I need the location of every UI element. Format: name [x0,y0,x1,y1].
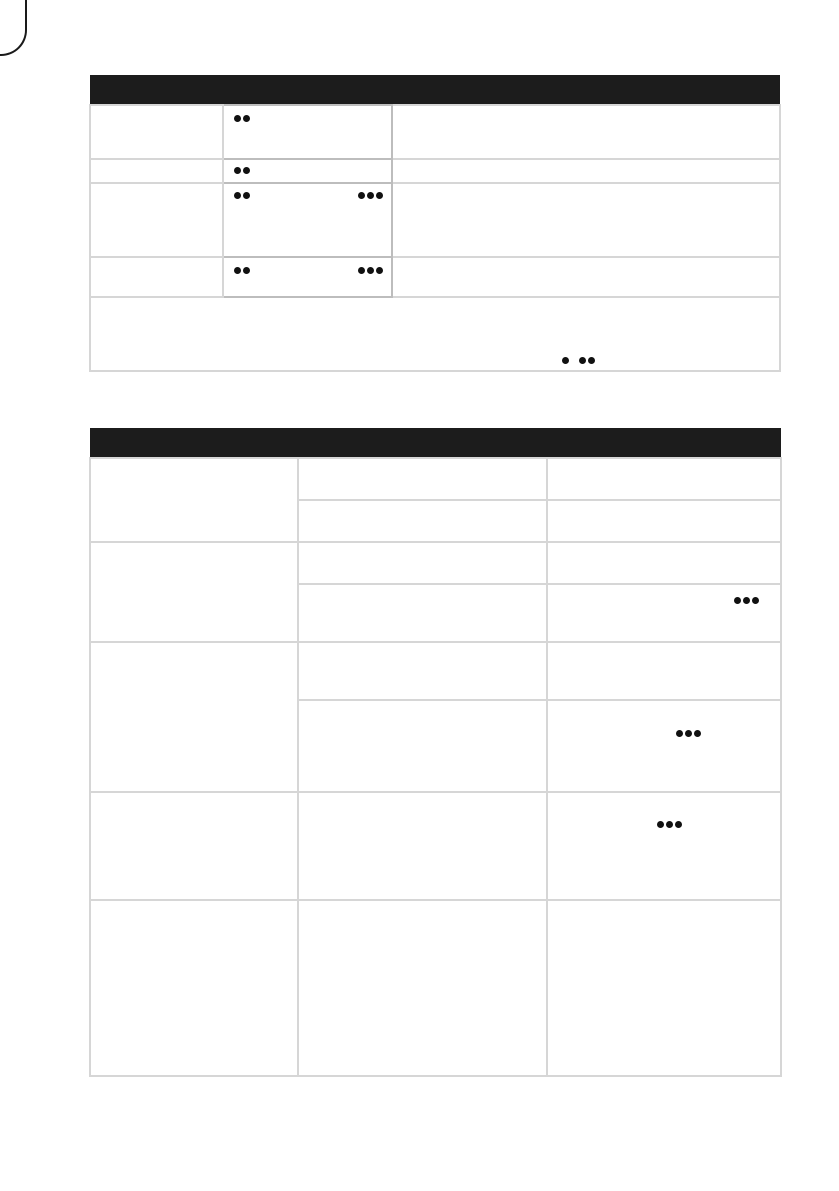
table-header-row [90,428,781,458]
group-label-cell [90,458,298,542]
rating-cell [547,700,781,792]
group-label-cell [90,900,298,1076]
table-cell [298,500,547,542]
rating-cell [223,105,392,159]
spec-table-1 [89,75,781,372]
table-row [90,257,780,297]
header-cell [90,75,223,105]
table-row [90,900,781,1076]
rating-dots-2 [234,115,250,122]
table-row [90,542,781,584]
table-row [90,105,780,159]
group-label-cell [90,792,298,900]
table-cell [298,642,547,700]
table-note-row [90,297,780,371]
table-cell [298,458,547,500]
table-cell [298,700,547,792]
rating-cell [223,159,392,183]
table-cell [298,542,547,584]
rating-dots-2 [234,192,250,199]
table-cell [90,159,223,183]
table-cell [392,105,780,159]
table-note [90,297,780,371]
table-cell [298,792,547,900]
rating-cell [547,792,781,900]
table-cell [298,900,547,1076]
table-row [90,792,781,900]
header-cell [223,75,392,105]
rating-dots-3 [358,192,383,199]
rating-dots-2 [234,267,250,274]
table-cell [547,642,781,700]
header-cell [298,428,547,458]
rating-dots-1 [562,357,569,364]
table-cell [90,257,223,297]
rating-dots-3 [676,730,701,737]
table-cell [392,183,780,257]
table-row [90,183,780,257]
group-label-cell [90,542,298,642]
rating-dots-3 [734,597,759,604]
table-cell [547,500,781,542]
group-label-cell [90,642,298,792]
page-corner-mark [0,0,27,56]
table-cell [392,257,780,297]
table-row [90,642,781,700]
table-cell [547,542,781,584]
rating-dots-2 [579,357,595,364]
table-cell [392,159,780,183]
rating-dots-3 [657,821,682,828]
header-cell [392,75,780,105]
table-cell [90,105,223,159]
rating-dots-3 [358,267,383,274]
table-cell [547,900,781,1076]
note-rating-dots [562,357,595,364]
header-cell [547,428,781,458]
table-header-row [90,75,780,105]
rating-cell [223,183,392,257]
rating-dots-2 [234,167,250,174]
table-cell [298,584,547,642]
spec-table-2 [89,428,782,1077]
table-cell [547,458,781,500]
table-row [90,159,780,183]
rating-cell [223,257,392,297]
table-row [90,458,781,500]
rating-cell [547,584,781,642]
header-cell [90,428,298,458]
table-cell [90,183,223,257]
